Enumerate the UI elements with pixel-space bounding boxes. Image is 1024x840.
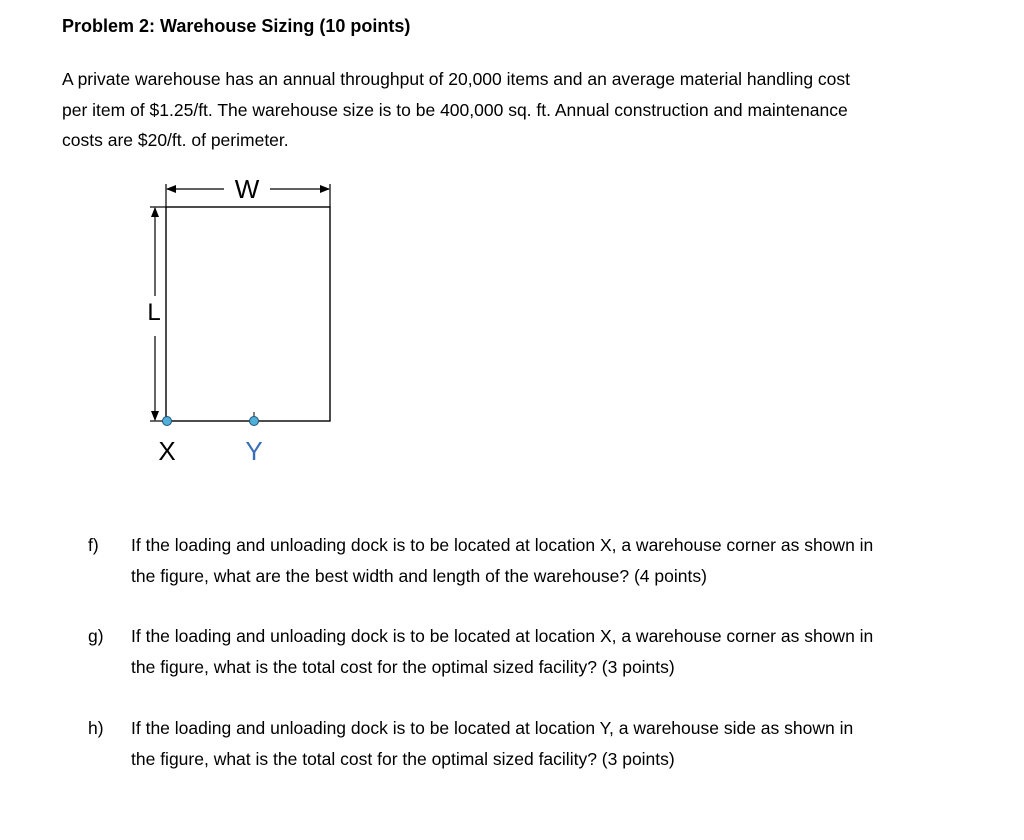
warehouse-outline [166,207,330,421]
point-x-label: X [158,436,176,466]
question-line: the figure, what is the total cost for the optimal sized facility? (3 points) [131,656,675,677]
problem-statement [62,64,1002,156]
point-y-label: Y [245,436,263,466]
length-label: L [147,299,161,326]
statement-line: A private warehouse has an annual throughput of 20,000 items and an average material handling cost [62,69,851,89]
statement-line: costs are $20/ft. of perimeter. [62,130,289,150]
question-text [131,621,991,682]
warehouse-diagram-svg [130,168,350,468]
statement-line: per item of $1.25/ft. The warehouse size is to be 400,000 sq. ft. Annual construction and maintenance [62,99,848,120]
question-line: If the loading and unloading dock is to be located at location X, a warehouse corner as shown in [131,626,874,646]
question-marker: f) [88,535,99,555]
problem-title: Problem 2: Warehouse Sizing (10 points) [62,16,411,36]
question-line: the figure, what is the total cost for the optimal sized facility? (3 points) [131,748,675,769]
warehouse-diagram [130,168,350,468]
question-text [131,530,991,591]
dock-point-x [163,417,172,426]
question-line: If the loading and unloading dock is to be located at location Y, a warehouse side as shown in [131,718,854,738]
question-text [131,713,991,774]
question-line: If the loading and unloading dock is to be located at location X, a warehouse corner as shown in [131,535,874,555]
dock-point-y [250,417,259,426]
width-label: W [234,174,260,204]
question-marker: g) [88,626,104,646]
question-line: the figure, what are the best width and length of the warehouse? (4 points) [131,565,707,586]
question-marker: h) [88,718,104,738]
